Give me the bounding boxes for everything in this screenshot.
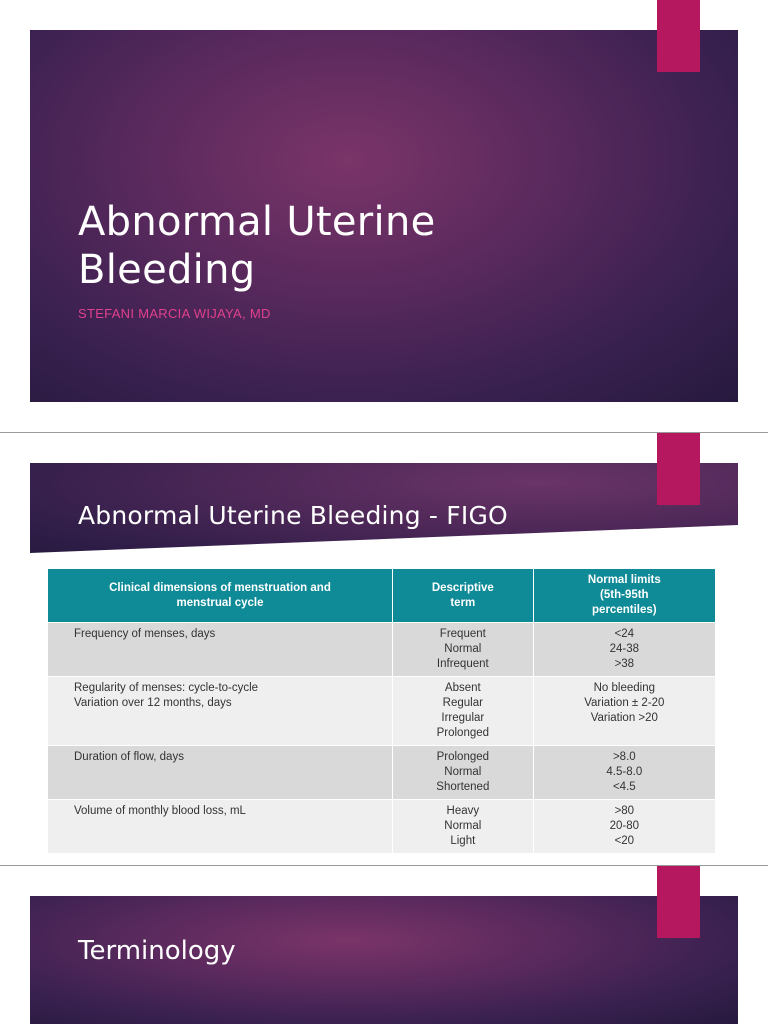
- table-row: [48, 746, 716, 800]
- limit-cell: <24 24-38 >38: [533, 623, 715, 677]
- term-cell: Heavy Normal Light: [393, 800, 534, 854]
- figo-table: [48, 569, 716, 853]
- slide-title[interactable]: [30, 30, 738, 402]
- figo-table-header-3: Normal limits (5th-95th percentiles): [533, 569, 715, 623]
- slide2-title: Abnormal Uterine Bleeding - FIGO: [78, 501, 508, 530]
- table-row: [48, 800, 716, 854]
- slide3-title: Terminology: [78, 936, 236, 966]
- table-row: [48, 623, 716, 677]
- dimension-cell: Duration of flow, days: [48, 746, 393, 800]
- limit-cell: >80 20-80 <20: [533, 800, 715, 854]
- dimension-cell: Volume of monthly blood loss, mL: [48, 800, 393, 854]
- table-row: [48, 677, 716, 746]
- slide1-author: STEFANI MARCIA WIJAYA, MD: [78, 306, 271, 321]
- slide-divider: [0, 432, 768, 433]
- slide3-accent-tab: [657, 866, 700, 938]
- slide-figo[interactable]: [30, 463, 738, 867]
- slide2-accent-tab: [657, 433, 700, 505]
- slide1-title-line2: Bleeding: [78, 247, 256, 293]
- figo-table-header-1: Clinical dimensions of menstruation and menstrual cycle: [48, 569, 393, 623]
- slide-divider: [0, 865, 768, 866]
- figo-table-body: [48, 623, 716, 854]
- term-cell: Absent Regular Irregular Prolonged: [393, 677, 534, 746]
- limit-cell: >8.0 4.5-8.0 <4.5: [533, 746, 715, 800]
- dimension-cell: Frequency of menses, days: [48, 623, 393, 677]
- term-cell: Frequent Normal Infrequent: [393, 623, 534, 677]
- figo-table-header-row: [48, 569, 716, 623]
- slide1-accent-tab: [657, 0, 700, 72]
- slide1-title-line1: Abnormal Uterine: [78, 199, 436, 245]
- slide-terminology[interactable]: [30, 896, 738, 1024]
- slide1-title: [78, 198, 598, 294]
- term-cell: Prolonged Normal Shortened: [393, 746, 534, 800]
- figo-table-header-2: Descriptive term: [393, 569, 534, 623]
- dimension-cell: Regularity of menses: cycle-to-cycle Variation over 12 months, days: [48, 677, 393, 746]
- limit-cell: No bleeding Variation ± 2-20 Variation >20: [533, 677, 715, 746]
